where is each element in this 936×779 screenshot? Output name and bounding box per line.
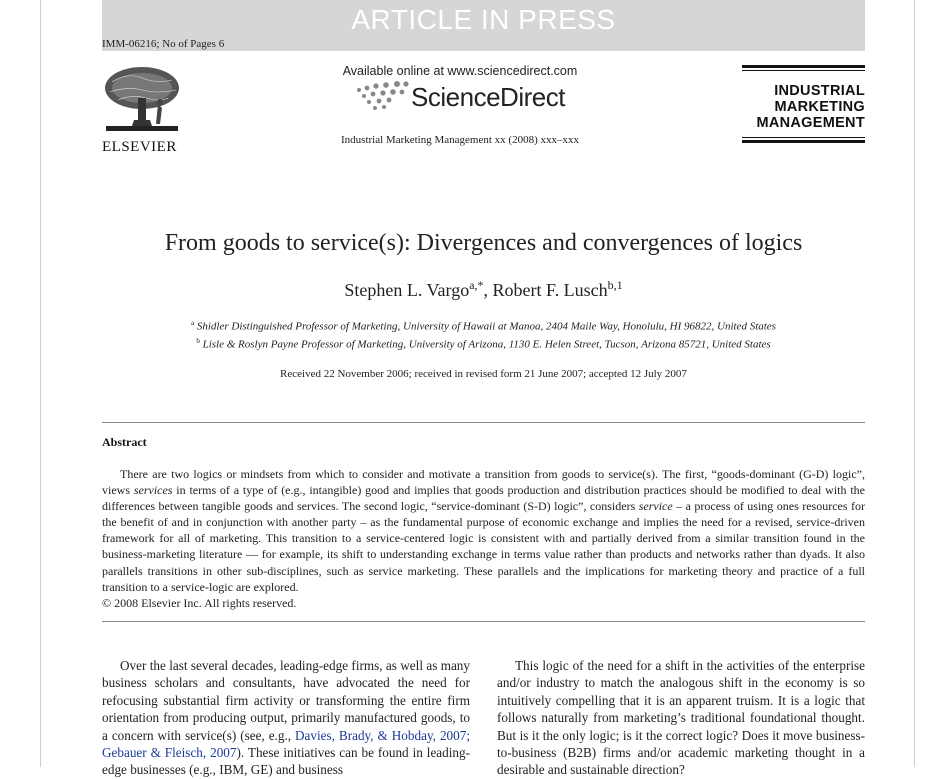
body-paragraph [102,657,470,779]
citation-link[interactable]: Davies, Brady, & Hobday, 2007; Gebauer & Fleisch, 2007 [102,727,470,761]
affiliation-text: Shidler Distinguished Professor of Marketing, University of Hawaii at Manoa, 2404 Maile Way, Honolulu, HI 96822, United States [196,320,776,333]
abstract-emphasis: service [638,499,673,514]
article-title: From goods to service(s): Divergences and convergences of logics [164,230,803,256]
abstract-bottom-rule [102,621,865,622]
abstract-emphasis: services [133,483,173,498]
body-column-left [102,657,470,779]
affiliation-a [102,316,865,334]
affiliation-mark: b [196,336,200,345]
sciencedirect-logo[interactable] [300,80,620,114]
journal-logo-bottom-rule [742,140,865,143]
journal-citation: Industrial Marketing Management xx (2008) xxx–xxx [341,134,579,146]
abstract-text: There are two logics or mindsets from which to consider and motivate a transition from goods to service(s). The first, “goods-dominant (G-D) logic”, views [102,467,865,498]
abstract-paragraph [102,466,865,595]
sciencedirect-dots-icon [355,80,411,114]
abstract-text: in terms of a type of (e.g., intangible) good and implies that goods production and distribution practices should be modified to deal with the differences between tangible goods and services. The second logic, “service-dominant (S-D) logic”, considers [102,483,865,514]
author-name[interactable]: Robert F. Lusch [492,280,608,300]
manuscript-id-text: IMM-06216; No of Pages 6 [102,38,225,50]
article-in-press-banner: ARTICLE IN PRESS [102,0,865,38]
author-name[interactable]: Stephen L. Vargo [344,280,470,300]
journal-logo-top-rule [742,65,865,68]
author-line [102,278,865,301]
author-separator: , [483,280,493,300]
abstract-top-rule [102,422,865,423]
body-paragraph: This logic of the need for a shift in the activities of the enterprise and/or industry to match the analogous shift in the economy is so intuitively compelling that it is an apparent truism. It is a logic that follows naturally from marketing’s traditional foundational thought. But is it the only logic; is it the correct logic? Does it move business-to-business (B2B) firms and/or academic marketing thought in a desirable and sustainable direction? [497,658,865,778]
publisher-name: ELSEVIER [102,139,177,155]
affiliation-mark: a [191,319,195,327]
abstract-heading: Abstract [102,435,147,449]
journal-logo-top-thin-rule [742,70,865,71]
body-text: Over the last several decades, leading-edge firms, as well as many business scholars and consultants, have advocated the need for refocusing substantial firm activity or transforming the entire firm orientation from producing output, primarily manufactured goods, to a concern with service(s) (see, e.g., [102,658,470,743]
journal-header-center [300,64,620,146]
copyright-notice: © 2008 Elsevier Inc. All rights reserved. [102,595,297,610]
manuscript-id-line [102,38,865,51]
article-history-dates: Received 22 November 2006; received in revised form 21 June 2007; accepted 12 July 2007 [280,368,687,380]
abstract-text: – a process of using ones resources for the benefit of and in conjunction with another party – as the fundamental purpose of economic exchange and implies the need for a revised, service-driven framework for all of marketing. This transition to a service-centered logic is consistent with and partially derived from a similar transition found in the business-marketing literature — for example, its shift to understanding exchange in terms value rather than products and networks rather than dyads. It also parallels transitions in other sub-disciplines, such as service marketing. These parallels and the implications for marketing theory and practice of a full transition to a service-logic are explored. [102,499,865,594]
affiliations [102,316,865,351]
body-text: ). These initiatives can be found in leading-edge businesses (e.g., IBM, GE) and business [102,745,470,778]
journal-logo-line-2: MARKETING [774,99,865,115]
journal-logo-line-3: MANAGEMENT [756,115,865,131]
author-affiliation-mark[interactable]: b,1 [607,278,623,292]
tree-logo-icon [102,64,182,134]
journal-logo-bottom-thin-rule [742,137,865,138]
sciencedirect-wordmark: ScienceDirect [411,81,565,112]
journal-logo-title [742,83,865,131]
available-online-text[interactable]: Available online at www.sciencedirect.com [342,64,578,78]
journal-logo-line-1: INDUSTRIAL [774,83,865,99]
journal-logo [742,65,865,151]
elsevier-logo [102,64,184,156]
affiliation-b [102,334,865,352]
abstract-body [102,466,865,611]
affiliation-text: Lisle & Roslyn Payne Professor of Marketing, University of Arizona, 1130 E. Helen Street, Tucson, Arizona 85721, United States [202,338,771,351]
body-column-right [497,657,865,779]
author-affiliation-mark[interactable]: a,* [469,278,484,292]
